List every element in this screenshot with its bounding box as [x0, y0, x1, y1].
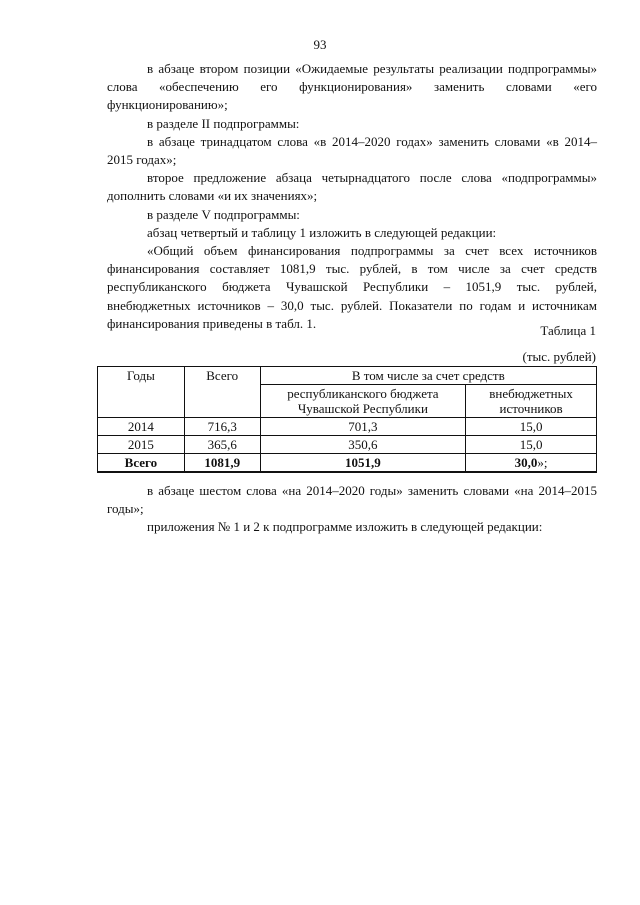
amendment-text-bottom: [107, 482, 597, 537]
amendment-text-top: [107, 60, 597, 333]
paragraph: абзац четвертый и таблицу 1 изложить в следующей редакции:: [147, 224, 497, 240]
table-units: (тыс. рублей): [522, 349, 596, 364]
table-header-row: [98, 367, 597, 385]
cell-republican: 701,3: [260, 418, 466, 436]
paragraph: в разделе V подпрограммы:: [147, 206, 300, 222]
header-years: Годы: [98, 367, 185, 418]
cell-total-republican: 1051,9: [260, 454, 466, 473]
paragraph: «Общий объем финансирования подпрограммы за счет всех источников финансирования составляет 1081,9 тыс. рублей, в том числе за счет средств республиканского бюджета Чувашской Республики – 1051,9 тыс. рублей, внебюджетных источников – 30,0 тыс. рублей. Показатели по годам и источникам финансирования приведены в табл. 1.: [107, 243, 597, 331]
cell-year: 2014: [98, 418, 185, 436]
cell-year: 2015: [98, 436, 185, 454]
closing-quote: »;: [537, 455, 548, 470]
cell-extrabudgetary: 15,0: [466, 436, 597, 454]
page-number: 93: [313, 37, 327, 52]
cell-total: 365,6: [184, 436, 260, 454]
header-republican-budget: республиканского бюджета Чувашской Республики: [260, 385, 466, 418]
header-including: В том числе за счет средств: [260, 367, 596, 385]
cell-total-extrabudgetary: [466, 454, 597, 473]
paragraph: в абзаце шестом слова «на 2014–2020 годы» заменить словами «на 2014–2015 годы»;: [107, 483, 597, 517]
total-extrabudgetary-value: 30,0: [514, 455, 538, 470]
cell-total-sum: 1081,9: [184, 454, 260, 473]
cell-extrabudgetary: 15,0: [466, 418, 597, 436]
paragraph: приложения № 1 и 2 к подпрограмме изложить в следующей редакции:: [147, 519, 543, 535]
paragraph: в разделе II подпрограммы:: [147, 115, 300, 131]
table-row: [98, 436, 597, 454]
paragraph: в абзаце тринадцатом слова «в 2014–2020 годах» заменить словами «в 2014–2015 годах»;: [107, 133, 597, 168]
cell-total-label: Всего: [98, 454, 185, 473]
cell-republican: 350,6: [260, 436, 466, 454]
table-row: [98, 418, 597, 436]
paragraph: второе предложение абзаца четырнадцатого после слова «подпрограммы» дополнить словами «и их значениях»;: [107, 170, 597, 204]
cell-total: 716,3: [184, 418, 260, 436]
table-caption: Таблица 1: [540, 323, 596, 338]
paragraph: в абзаце втором позиции «Ожидаемые результаты реализации подпрограммы» слова «обеспечению его функционирования» заменить словами «его функционированию»;: [107, 61, 597, 113]
table-total-row: [98, 454, 597, 473]
financing-table: [97, 366, 597, 473]
header-extrabudgetary: внебюджетных источников: [466, 385, 597, 418]
header-total: Всего: [184, 367, 260, 418]
